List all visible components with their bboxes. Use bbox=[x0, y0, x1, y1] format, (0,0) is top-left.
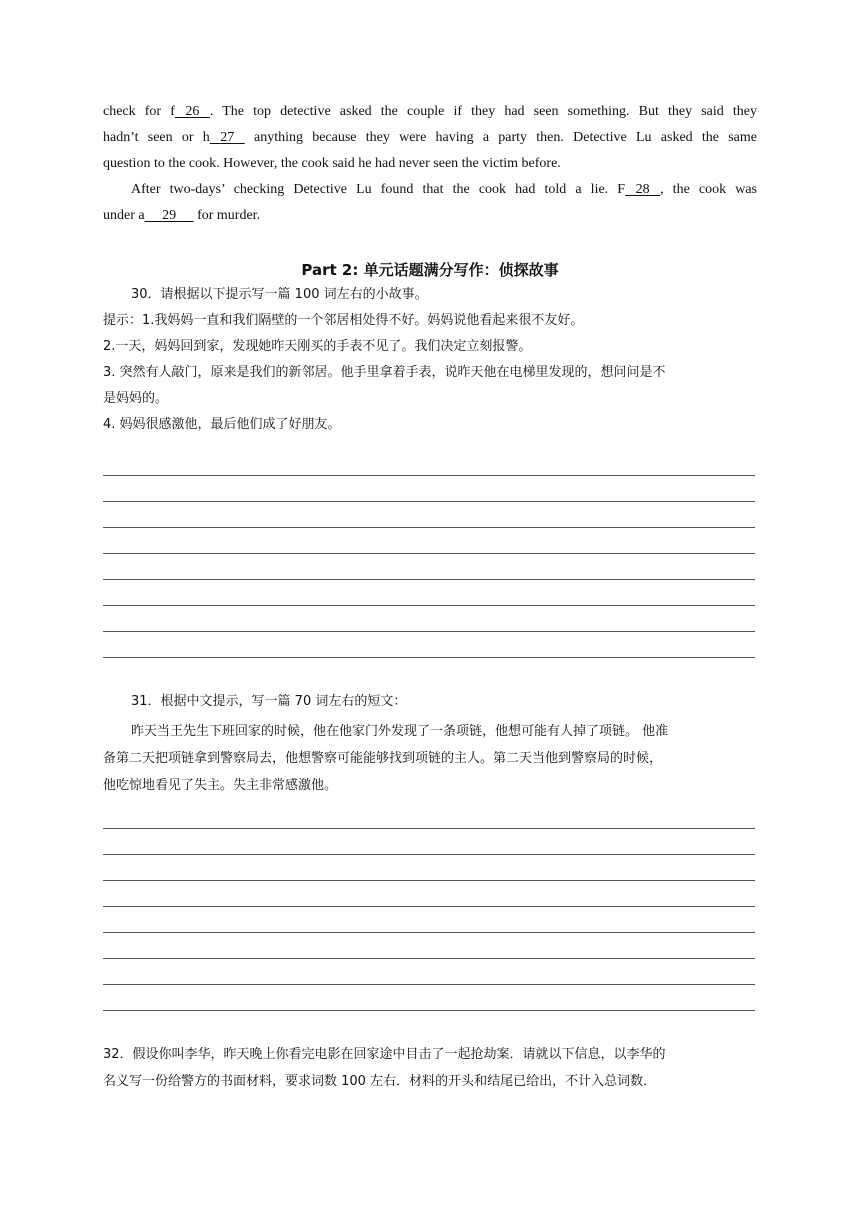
q31-prompt: 31．根据中文提示，写一篇 70 词左右的短文： bbox=[131, 694, 407, 709]
answer-line[interactable] bbox=[103, 605, 755, 606]
blank-26[interactable]: 26 bbox=[185, 104, 200, 119]
answer-line[interactable] bbox=[103, 828, 755, 829]
story-line-5: under a 29 for murder. bbox=[103, 203, 757, 229]
answer-line[interactable] bbox=[103, 984, 755, 985]
q30-prompt: 30．请根据以下提示写一篇 100 词左右的小故事。 bbox=[131, 287, 428, 302]
answer-line[interactable] bbox=[103, 906, 755, 907]
story-line-4: After two-days’ checking Detective Lu found that the cook had told a lie. F 28 , the cook was bbox=[103, 177, 757, 203]
story-line-2: hadn’t seen or h 27 anything because they were having a party then. Detective Lu asked the same bbox=[103, 125, 757, 151]
answer-line[interactable] bbox=[103, 579, 755, 580]
blank-27[interactable]: 27 bbox=[220, 130, 235, 145]
answer-line[interactable] bbox=[103, 854, 755, 855]
answer-line[interactable] bbox=[103, 553, 755, 554]
blank-28[interactable]: 28 bbox=[635, 182, 650, 197]
answer-line[interactable] bbox=[103, 501, 755, 502]
answer-line[interactable] bbox=[103, 958, 755, 959]
answer-line[interactable] bbox=[103, 475, 755, 476]
story-line-1: check for f 26 . The top detective asked the couple if they had seen something. But they said they bbox=[103, 99, 757, 125]
q31-text-3: 他吃惊地看见了失主。失主非常感激他。 bbox=[103, 778, 338, 793]
answer-line[interactable] bbox=[103, 880, 755, 881]
answer-line[interactable] bbox=[103, 631, 755, 632]
blank-29[interactable]: 29 bbox=[162, 208, 177, 223]
q30-hint-1: 提示：1.我妈妈一直和我们隔壁的一个邻居相处得不好。妈妈说他看起来很不友好。 bbox=[103, 313, 584, 328]
q31-text-1: 昨天当王先生下班回家的时候，他在他家门外发现了一条项链，他想可能有人掉了项链。 他准 bbox=[131, 724, 669, 739]
story-paragraph bbox=[103, 99, 757, 229]
q30-hint-3b: 是妈妈的。 bbox=[103, 391, 169, 406]
part2-heading: Part 2: 单元话题满分写作：侦探故事 bbox=[301, 261, 559, 279]
answer-line[interactable] bbox=[103, 527, 755, 528]
answer-line[interactable] bbox=[103, 932, 755, 933]
story-line-3: question to the cook. However, the cook said he had never seen the victim before. bbox=[103, 156, 561, 171]
q30-hint-2: 2.一天，妈妈回到家，发现她昨天刚买的手表不见了。我们决定立刻报警。 bbox=[103, 339, 532, 354]
answer-line[interactable] bbox=[103, 657, 755, 658]
answer-line[interactable] bbox=[103, 1010, 755, 1011]
q31-text-2: 备第二天把项链拿到警察局去，他想警察可能能够找到项链的主人。第二天当他到警察局的时候， bbox=[103, 751, 663, 766]
q32-text-2: 名义写一份给警方的书面材料，要求词数 100 左右．材料的开头和结尾已给出，不计入总词数． bbox=[103, 1074, 657, 1089]
q30-hint-4: 4. 妈妈很感激他，最后他们成了好朋友。 bbox=[103, 417, 341, 432]
q32-text-1: 32．假设你叫李华，昨天晚上你看完电影在回家途中目击了一起抢劫案．请就以下信息，以李华的 bbox=[103, 1047, 666, 1062]
q30-hint-3a: 3. 突然有人敲门，原来是我们的新邻居。他手里拿着手表，说昨天他在电梯里发现的，想问问是不 bbox=[103, 365, 666, 380]
